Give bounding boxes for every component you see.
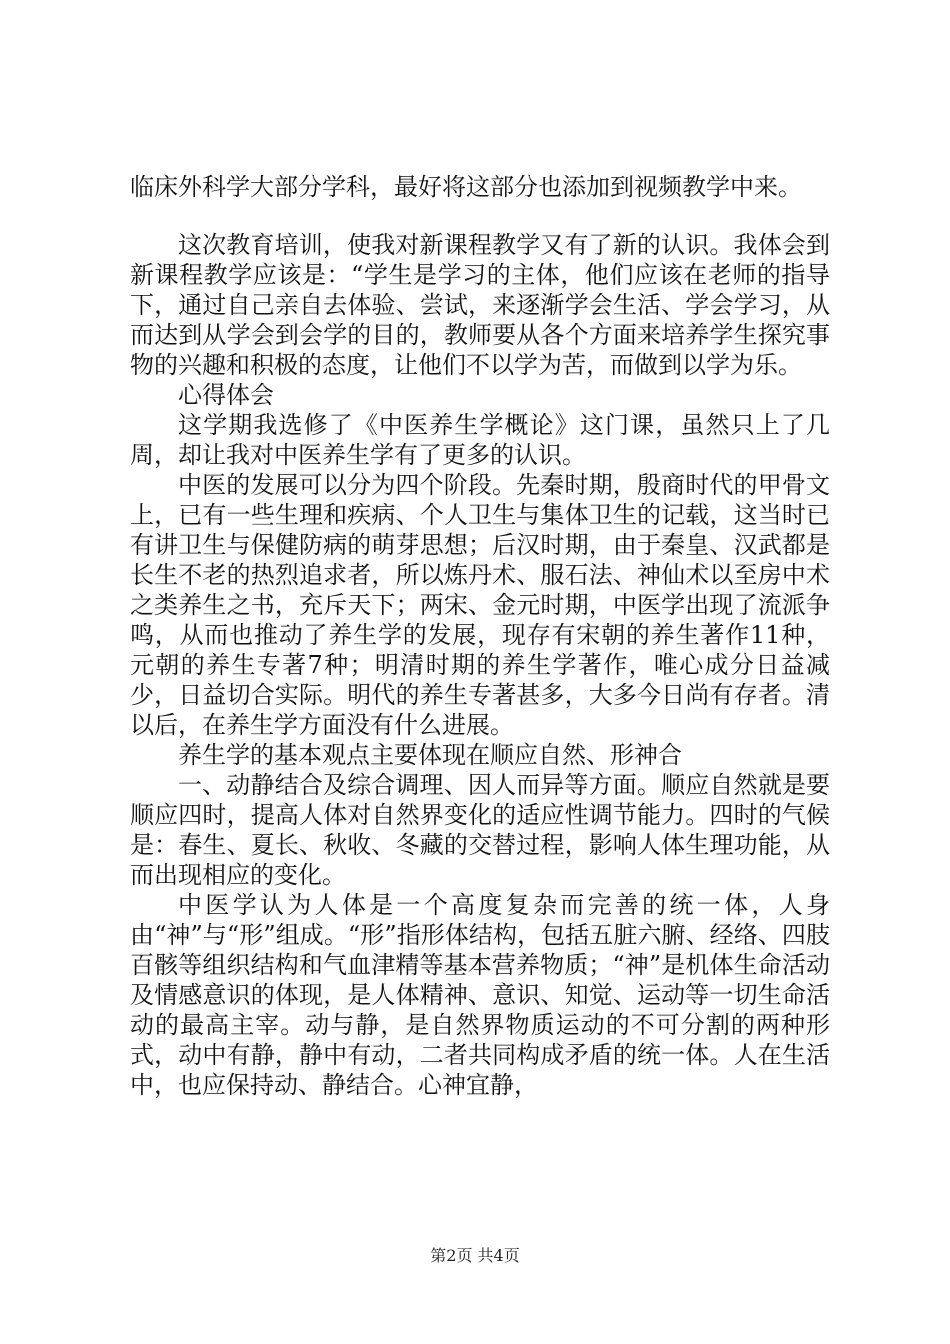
paragraph-training-reflection: 这次教育培训，使我对新课程教学又有了新的认识。我体会到新课程教学应该是：“学生是学习的主体，他们应该在老师的指导下，通过自己亲自去体验、尝试，来逐渐学会生活、学会学习，从而达到从学会到会学的目的，教师要从各个方面来培养学生探究事物的兴趣和积极的态度，让他们不以学为苦，而做到以学为乐。 (130, 231, 830, 379)
paragraph-body-spirit: 中医学认为人体是一个高度复杂而完善的统一体，人身由“神”与“形”组成。“形”指形体结构，包括五脏六腑、经络、四肢百骸等组织结构和气血津精等基本营养物质；“神”是机体生命活动及情感意识的体现，是人体精神、意识、知觉、运动等一切生命活动的最高主宰。动与静，是自然界物质运动的不可分割的两种形式，动中有静，静中有动，二者共同构成矛盾的统一体。人在生活中，也应保持动、静结合。心神宜静， (130, 891, 830, 1099)
paragraph-basic-views: 养生学的基本观点主要体现在顺应自然、形神合 (178, 741, 682, 769)
paragraph-history: 中医的发展可以分为四个阶段。先秦时期，殷商时代的甲骨文上，已有一些生理和疾病、个人卫生与集体卫生的记载，这当时已有讲卫生与保健防病的萌芽思想；后汉时期，由于秦皇、汉武都是长生不老的热烈追求者，所以炼丹术、服石法、神仙术以至房中术之类养生之书，充斥天下；两宋、金元时期，中医学出现了流派争鸣，从而也推动了养生学的发展，现存有宋朝的养生著作11种，元朝的养生专著7种；明清时期的养生学著作，唯心成分日益减少，日益切合实际。明代的养生专著甚多，大多今日尚有存者。清以后，在养生学方面没有什么进展。 (130, 471, 830, 739)
paragraph-course-intro: 这学期我选修了《中医养生学概论》这门课，虽然只上了几周，却让我对中医养生学有了更多的认识。 (130, 411, 830, 469)
paragraph-nature-adaptation: 一、动静结合及综合调理、因人而异等方面。顺应自然就是要顺应四时，提高人体对自然界变化的适应性调节能力。四时的气候是：春生、夏长、秋收、冬藏的交替过程，影响人体生理功能，从而出现相应的变化。 (130, 771, 830, 889)
section-heading: 心得体会 (178, 381, 274, 409)
document-body (130, 172, 830, 1100)
page-footer: 第2页 共4页 (430, 1246, 520, 1265)
paragraph-continuation: 临床外科学大部分学科，最好将这部分也添加到视频教学中来。 (130, 173, 802, 201)
